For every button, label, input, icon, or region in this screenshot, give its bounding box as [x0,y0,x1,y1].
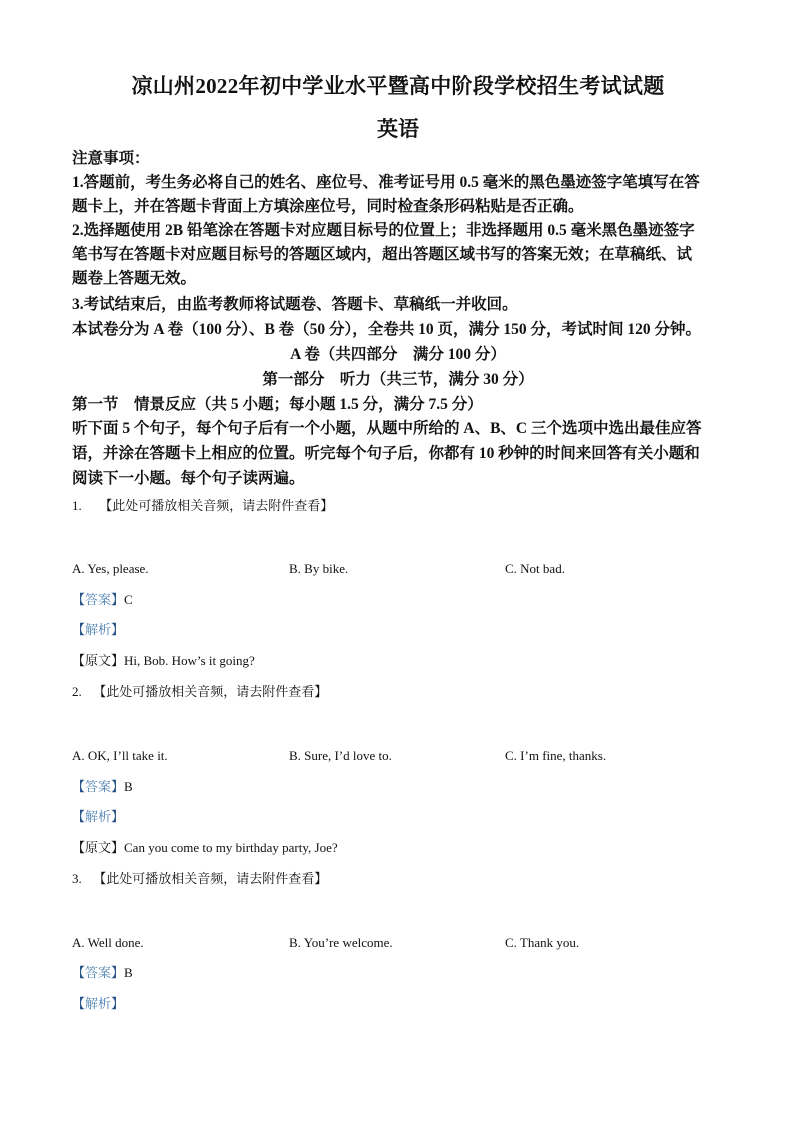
answer-line: 【答案】C [72,592,133,607]
answer-line: 【答案】B [72,779,133,794]
instruction-line-1: 听下面 5 个句子，每个句子后有一个小题，从题中所给的 A、B、C 三个选项中选出最佳应答 [72,420,702,437]
option-b: B. By bike. [289,561,349,576]
volume-heading: A 卷（共四部分 满分 100 分） [290,346,506,363]
question-3-header [72,869,327,889]
notice-line-2: 题卡上，并在答题卡背面上方填涂座位号，同时检查条形码粘贴是否正确。 [72,198,584,215]
question-2-header [72,682,327,702]
answer-value: B [124,779,133,794]
transcript-label: 【原文】 [72,653,125,668]
question-number: 1. [72,498,82,513]
notice-line-1: 1.答题前，考生务必将自己的姓名、座位号、准考证号用 0.5 毫米的黑色墨迹签字笔填写在答 [72,174,700,191]
option-a: A. OK, I’ll take it. [72,748,168,763]
answer-value: B [124,965,133,980]
section-heading: 第一节 情景反应（共 5 小题；每小题 1.5 分，满分 7.5 分） [72,396,483,413]
analysis-label: 解析 [85,996,112,1011]
answer-value: C [124,592,133,607]
transcript-line [72,838,338,858]
transcript-text: Can you come to my birthday party, Joe? [124,840,338,855]
notice-line-3: 2.选择题使用 2B 铅笔涂在答题卡对应题目标号的位置上；非选择题用 0.5 毫米黑色墨迹签字 [72,222,695,239]
analysis-label: 解析 [85,809,112,824]
analysis-label: 解析 [85,622,112,637]
analysis-line: 【解析】 [72,622,125,637]
notice-line-6: 3.考试结束后，由监考教师将试题卷、答题卡、草稿纸一并收回。 [72,296,518,313]
answer-label: 答案 [85,965,112,980]
notice-heading: 注意事项： [72,150,150,167]
answer-label: 答案 [85,592,112,607]
audio-note-link[interactable]: 【此处可播放相关音频，请去附件查看】 [93,684,328,699]
audio-note-link[interactable]: 【此处可播放相关音频，请去附件查看】 [93,871,328,886]
question-number: 3. [72,871,82,886]
transcript-line [72,651,255,671]
option-c: C. I’m fine, thanks. [505,748,607,763]
option-a: A. Well done. [72,935,144,950]
instruction-line-3: 阅读下一小题。每个句子读两遍。 [72,470,305,487]
answer-line: 【答案】B [72,965,133,980]
exam-subject: 英语 [377,117,419,141]
option-a: A. Yes, please. [72,561,149,576]
exam-structure-line: 本试卷分为 A 卷（100 分）、B 卷（50 分），全卷共 10 页，满分 150 分，考试时间 120 分钟。 [72,321,702,338]
instruction-line-2: 语，并涂在答题卡上相应的位置。听完每个句子后，你都有 10 秒钟的时间来回答有关小题和 [72,445,700,462]
option-c: C. Thank you. [505,935,580,950]
answer-label: 答案 [85,779,112,794]
audio-note-link[interactable]: 【此处可播放相关音频，请去附件查看】 [99,498,334,513]
exam-title: 凉山州2022年初中学业水平暨高中阶段学校招生考试试题 [131,74,665,98]
question-1-header [72,496,333,516]
part-heading: 第一部分 听力（共三节，满分 30 分） [262,371,534,388]
transcript-text: Hi, Bob. How’s it going? [124,653,255,668]
option-c: C. Not bad. [505,561,565,576]
notice-line-5: 题卷上答题无效。 [72,270,197,287]
notice-line-4: 笔书写在答题卡对应题目标号的答题区域内，超出答题区域书写的答案无效；在草稿纸、试 [72,246,693,263]
option-b: B. Sure, I’d love to. [289,748,392,763]
analysis-line: 【解析】 [72,809,125,824]
transcript-label: 【原文】 [72,840,125,855]
question-number: 2. [72,684,82,699]
analysis-line: 【解析】 [72,996,125,1011]
option-b: B. You’re welcome. [289,935,393,950]
